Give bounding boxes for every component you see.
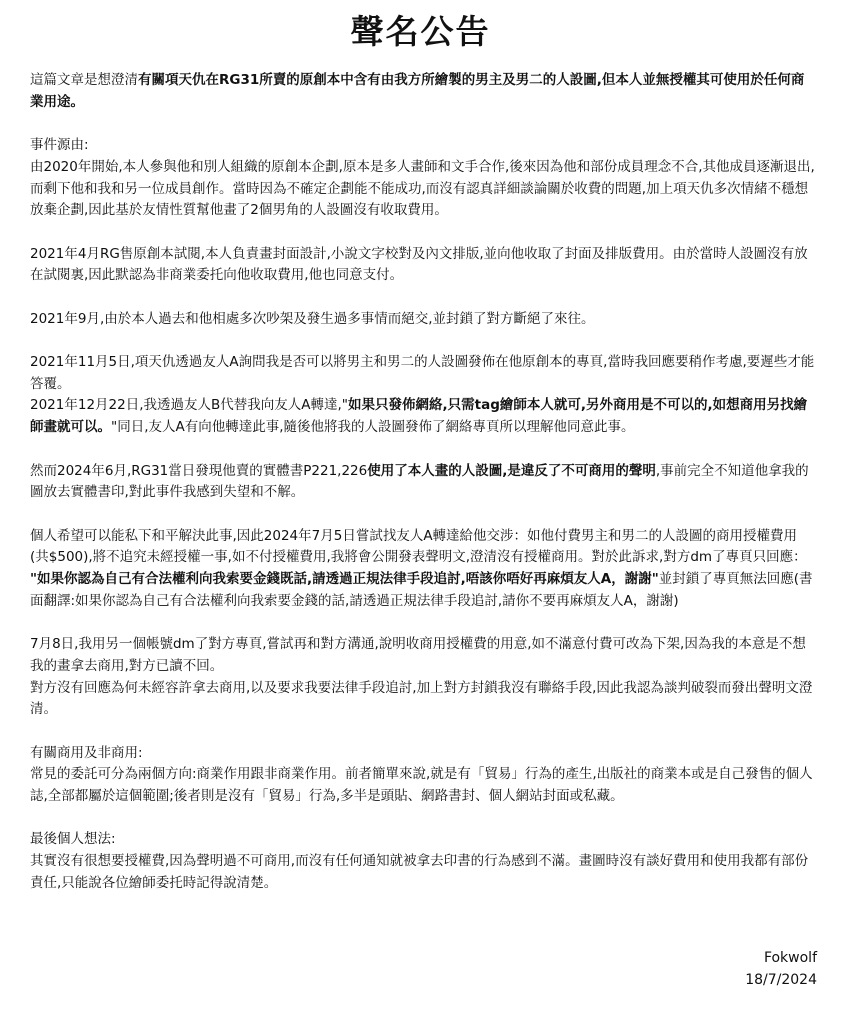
signature-date: 18/7/2024 [745, 972, 817, 988]
july8-paragraph: 7月8日,我用另一個帳號dm了對方專頁,嘗試再和對方溝通,說明收商用授權費的用意,如不滿意付費可改為下架,因為我的本意是不想我的畫拿去商用,對方已讀不回。 [30, 636, 806, 674]
september-paragraph: 2021年9月,由於本人過去和他相處多次吵架及發生過多事情而絕交,並封鎖了對方斷絕了來往。 [30, 310, 595, 327]
december-tail: "同日,友人A有向他轉達此事,隨後他將我的人設圖發佈了網絡專頁所以理解他同意此事。 [111, 419, 635, 436]
no-reply-paragraph: 對方沒有回應為何未經容許拿去商用,以及要求我要法律手段追討,加上對方封鎖我沒有聯絡手段,因此我認為談判破裂而發出聲明文澄清。 [30, 679, 813, 718]
intro-lead: 這篇文章是想澄清 [30, 72, 138, 88]
june-bold: 使用了本人畫的人設圖,是違反了不可商用的聲明 [367, 462, 656, 479]
origin-heading: 事件源由: [30, 137, 89, 154]
june-paragraph [30, 461, 815, 504]
statement-body [30, 70, 815, 895]
july5-bold: "如果你認為自己有合法權利向我索要金錢既話,請透過正規法律手段追討,唔該你唔好再麻煩友人A，謝謝" [30, 571, 659, 588]
july5-lead: 個人希望可以能私下和平解決此事,因此2024年7月5日嘗試找友人A轉達給他交涉：如他付費男主和男二的人設圖的商用授權費用(共$500),將不追究未經授權一事,如不付授權費用,我將會公開發表聲明文,澄清沒有授權商用。對於此訴求,對方dm了專頁只回應： [30, 527, 807, 566]
final-paragraph: 其實沒有很想要授權費,因為聲明過不可商用,而沒有任何通知就被拿去印書的行為感到不滿。畫圖時沒有談好費用和使用我都有部份責任,只能說各位繪師委托時記得說清楚。 [30, 853, 809, 891]
december-bold: 如果只發佈網絡,只需tag繪師本人就可,另外商用是不可以的,如想商用另找繪師畫就可以。 [30, 397, 808, 436]
signature-block [745, 947, 817, 991]
april-paragraph: 2021年4月RG售原創本試閱,本人負責畫封面設計,小說文字校對及內文排版,並向他收取了封面及排版費用。由於當時人設圖沒有放在試閱裏,因此默認為非商業委托向他收取費用,他也同意支付。 [30, 245, 808, 284]
final-heading: 最後個人想法: [30, 831, 116, 848]
july5-paragraph [30, 526, 815, 613]
intro-bold: 有關項天仇在RG31所賣的原創本中含有由我方所繪製的男主及男二的人設圖,但本人並無授權其可使用於任何商業用途。 [30, 72, 805, 110]
june-lead: 然而2024年6月,RG31當日發現他賣的實體書P221,226 [30, 462, 368, 479]
signature-name: Fokwolf [763, 950, 817, 966]
june-tail: ,事前完全不知道他拿我的圖放去實體書印,對此事件我感到失望和不解。 [30, 462, 809, 501]
december-lead: 2021年12月22日,我透過友人B代替我向友人A轉達," [30, 397, 349, 414]
november-paragraph: 2021年11月5日,項天仇透過友人A詢問我是否可以將男主和男二的人設圖發佈在他原創本的專頁,當時我回應要稍作考慮,要遲些才能答覆。 [30, 354, 815, 392]
intro-paragraph [30, 70, 815, 113]
december-paragraph [30, 395, 815, 438]
commercial-paragraph: 常見的委託可分為兩個方向:商業作用跟非商業作用。前者簡單來說,就是有「貿易」行為的產生,出版社的商業本或是自己發售的個人誌,全部都屬於這個範圍;後者則是沒有「貿易」行為,多半是頭貼、網路書封、個人網站封面或私藏。 [30, 766, 813, 805]
origin-paragraph: 由2020年開始,本人參與他和別人組織的原創本企劃,原本是多人畫師和文手合作,後來因為他和部份成員理念不合,其他成員逐漸退出,而剩下他和我和另一位成員創作。當時因為不確定企劃能不能成功,而沒有認真詳細談論關於收費的問題,加上項天仇多次情緒不穩想放棄企劃,因此基於友情性質幫他畫了2個男角的人設圖沒有收取費用。 [30, 158, 815, 219]
july5-tail: 並封鎖了專頁無法回應(書面翻譯:如果你認為自己有合法權利向我索要金錢的話,請透過正規法律手段追討,請你不要再麻煩友人A，謝謝) [30, 571, 813, 609]
commercial-heading: 有關商用及非商用: [30, 744, 143, 761]
page-title: 聲名公告 [350, 12, 491, 51]
